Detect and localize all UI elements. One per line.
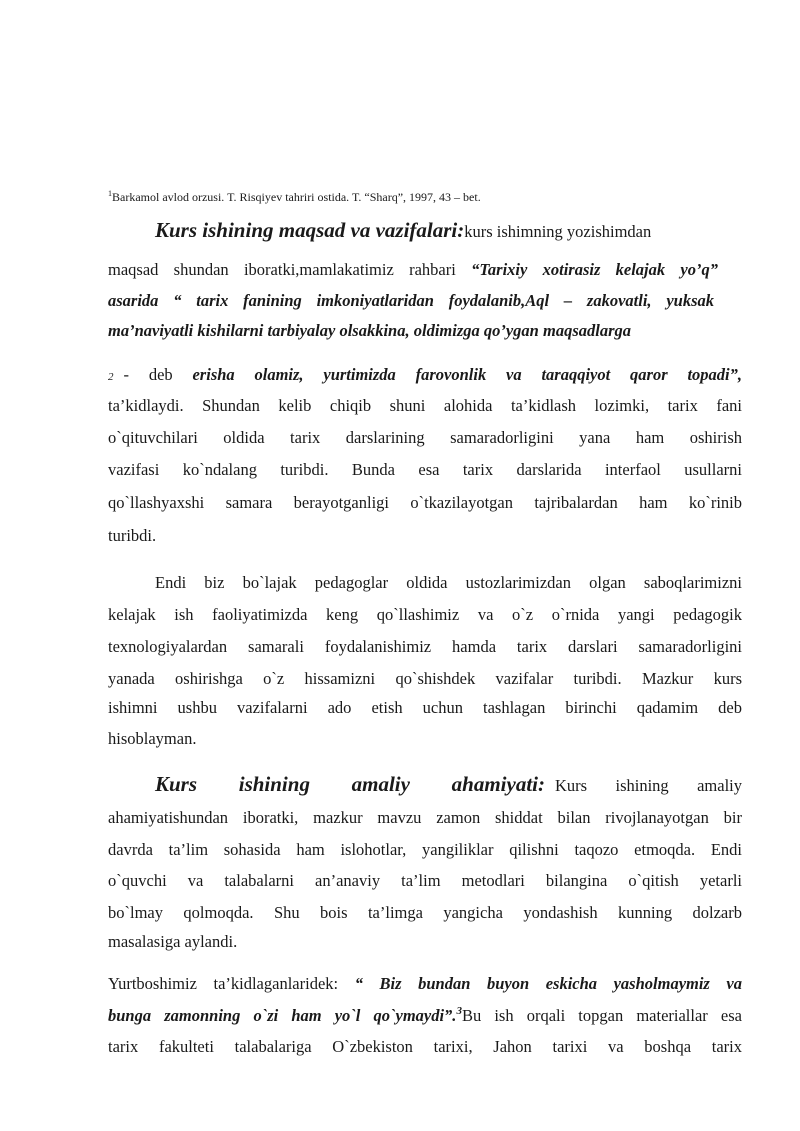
section2-lead: Kurs ishining amaliy <box>555 776 742 795</box>
paragraph4-line-3: tarix fakulteti talabalariga O`zbekiston tarixi, Jahon tarixi va boshqa tarix <box>108 1037 742 1056</box>
section2-line-5: bo`lmay qolmoqda. Shu bois ta’limga yangicha yondashish kunning dolzarb <box>108 903 742 922</box>
section1-line-4: ma’naviyatli kishilarni tarbiyalay olsakkina, oldimizga qo’ygan maqsadlarga <box>108 321 631 340</box>
paragraph4-line1-plain: Yurtboshimiz ta’kidlaganlaridek: <box>108 974 355 993</box>
section1-line-5 <box>108 365 742 385</box>
paragraph4-line1-quote: “ Biz bundan buyon eskicha yasholmaymiz va <box>354 974 743 993</box>
section2-heading: Kurs ishining amaliy ahamiyati: <box>155 772 545 796</box>
paragraph2-line-3: texnologiyalardan samarali foydalanishimiz hamda tarix darslari samaradorligini <box>108 637 742 656</box>
section1-heading-line <box>155 218 715 243</box>
footnote-text: Barkamol avlod orzusi. T. Risqiyev tahriri ostida. T. “Sharq”, 1997, 43 – bet. <box>112 190 481 204</box>
section2-line-2: ahamiyatishundan iboratki, mazkur mavzu zamon shiddat bilan rivojlanayotgan bir <box>108 808 742 827</box>
paragraph2-line-6: hisoblayman. <box>108 729 197 748</box>
footnote-mark: 2 <box>108 371 114 383</box>
footnote-number: 1 <box>108 189 112 198</box>
section2-line-3: davrda ta’lim sohasida ham islohotlar, yangiliklar qilishni taqozo etmoqda. Endi <box>108 840 742 859</box>
section2-heading-line <box>155 772 742 797</box>
footnote-mark-3: 3 <box>456 1005 462 1017</box>
paragraph4-line-2 <box>108 1005 742 1026</box>
section1-line5-plain: - deb <box>123 365 193 384</box>
paragraph2-line-1: Endi biz bo`lajak pedagoglar oldida ustozlarimizdan olgan saboqlarimizni <box>155 573 742 592</box>
paragraph4-line2-plain: Bu ish orqali topgan materiallar esa <box>461 1006 742 1025</box>
section1-line-7: o`qituvchilari oldida tarix darslarining samaradorligini yana ham oshirish <box>108 428 742 447</box>
paragraph2-line-4: yanada oshirishga o`z hissamizni qo`shishdek vazifalar turibdi. Mazkur kurs <box>108 669 742 688</box>
section1-line-9: qo`llashyaxshi samara berayotganligi o`tkazilayotgan tajribalardan ham ko`rinib <box>108 493 742 512</box>
section1-line-2 <box>108 260 718 280</box>
section1-heading: Kurs ishining maqsad va vazifalari: <box>155 218 465 242</box>
section1-line-10: turibdi. <box>108 526 157 545</box>
section1-line2-quote: “Tarixiy xotirasiz kelajak yo’q” <box>471 260 718 279</box>
section1-lead: kurs ishimning yozishimdan <box>464 222 652 241</box>
paragraph2-line-5: ishimni ushbu vazifalarni ado etish uchun tashlagan birinchi qadamim deb <box>108 698 742 717</box>
section1-line-3: asarida “ tarix fanining imkoniyatlaridan foydalanib,Aql – zakovatli, yuksak <box>108 291 714 310</box>
section1-line5-quote: erisha olamiz, yurtimizda farovonlik va taraqqiyot qaror topadi”, <box>192 365 742 384</box>
section1-line2-plain: maqsad shundan iboratki,mamlakatimiz rahbari <box>108 260 472 279</box>
paragraph4-line-1 <box>108 974 742 994</box>
section2-line-6: masalasiga aylandi. <box>108 932 238 951</box>
footnote <box>108 186 481 205</box>
section1-line-8: vazifasi ko`ndalang turibdi. Bunda esa tarix darslarida interfaol usullarni <box>108 460 742 479</box>
paragraph4-line2-quote: bunga zamonning o`zi ham yo`l qo`ymaydi”. <box>108 1006 457 1025</box>
paragraph2-line-2: kelajak ish faoliyatimizda keng qo`llashimiz va o`z o`rnida yangi pedagogik <box>108 605 742 624</box>
section1-line-6: ta’kidlaydi. Shundan kelib chiqib shuni alohida ta’kidlash lozimki, tarix fani <box>108 396 742 415</box>
section2-line-4: o`quvchi va talabalarni an’anaviy ta’lim metodlari bilangina o`qitish yetarli <box>108 871 742 890</box>
